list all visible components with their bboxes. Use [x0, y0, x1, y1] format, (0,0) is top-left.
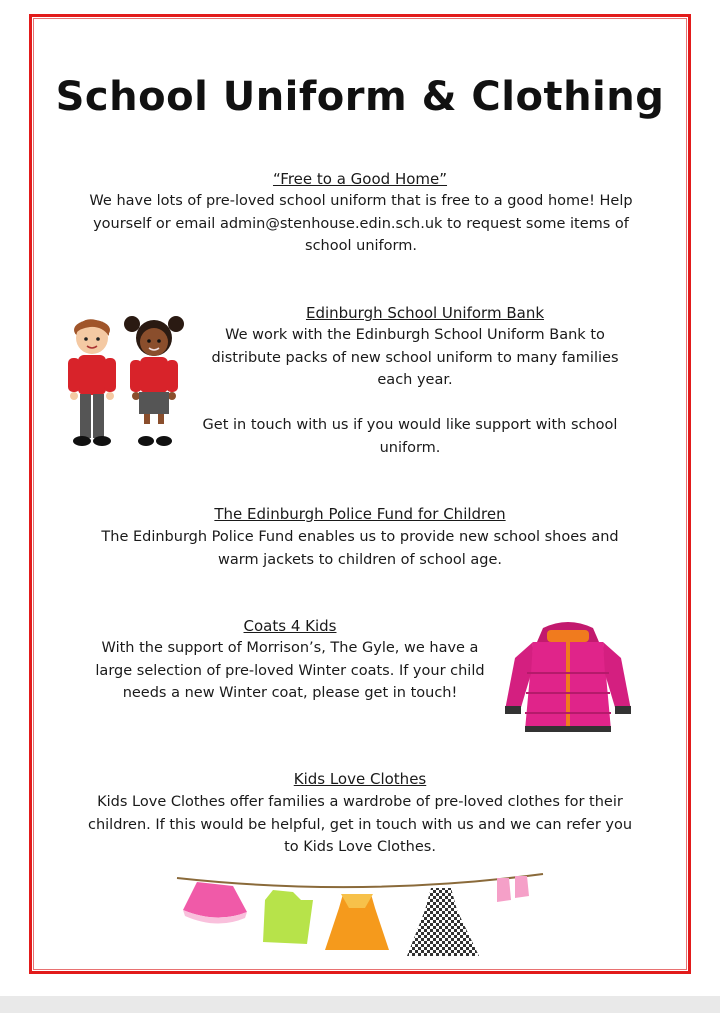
- kids-love-heading: Kids Love Clothes: [293, 770, 427, 788]
- kids-love-text: Kids Love Clothes offer families a wardrobe of pre-loved clothes for their children. If this would be helpful, get in touch with us and we can refer you to Kids Love Clothes.: [87, 794, 633, 855]
- boy-figure: [68, 319, 116, 446]
- uniform-bank-heading: Edinburgh School Uniform Bank: [305, 304, 545, 322]
- coats-heading: Coats 4 Kids: [243, 617, 337, 635]
- police-fund-heading: The Edinburgh Police Fund for Children: [214, 505, 506, 523]
- page-title: School Uniform & Clothing: [55, 74, 665, 120]
- free-home-text: We have lots of pre-loved school uniform that is free to a good home! Help yourself or email admin@stenhouse.edin.sch.uk to request some items of school uniform.: [89, 193, 633, 254]
- free-home-heading: “Free to a Good Home”: [272, 170, 448, 188]
- pink-winter-jacket-image: [503, 618, 633, 738]
- girl-figure: [124, 316, 184, 446]
- bottom-strip: [0, 996, 720, 1013]
- police-fund-text: The Edinburgh Police Fund enables us to provide new school shoes and warm jackets to children of school age.: [101, 529, 619, 568]
- school-children-illustration: [60, 308, 190, 453]
- uniform-bank-text: We work with the Edinburgh School Uniform Bank to distribute packs of new school uniform to many families each year.: [211, 327, 619, 388]
- clothesline-illustration: [175, 860, 545, 965]
- coats-text: With the support of Morrison’s, The Gyle, we have a large selection of pre-loved Winter coats. If your child needs a new Winter coat, please get in touch!: [95, 640, 485, 701]
- uniform-bank-support-text: Get in touch with us if you would like support with school uniform.: [202, 417, 618, 456]
